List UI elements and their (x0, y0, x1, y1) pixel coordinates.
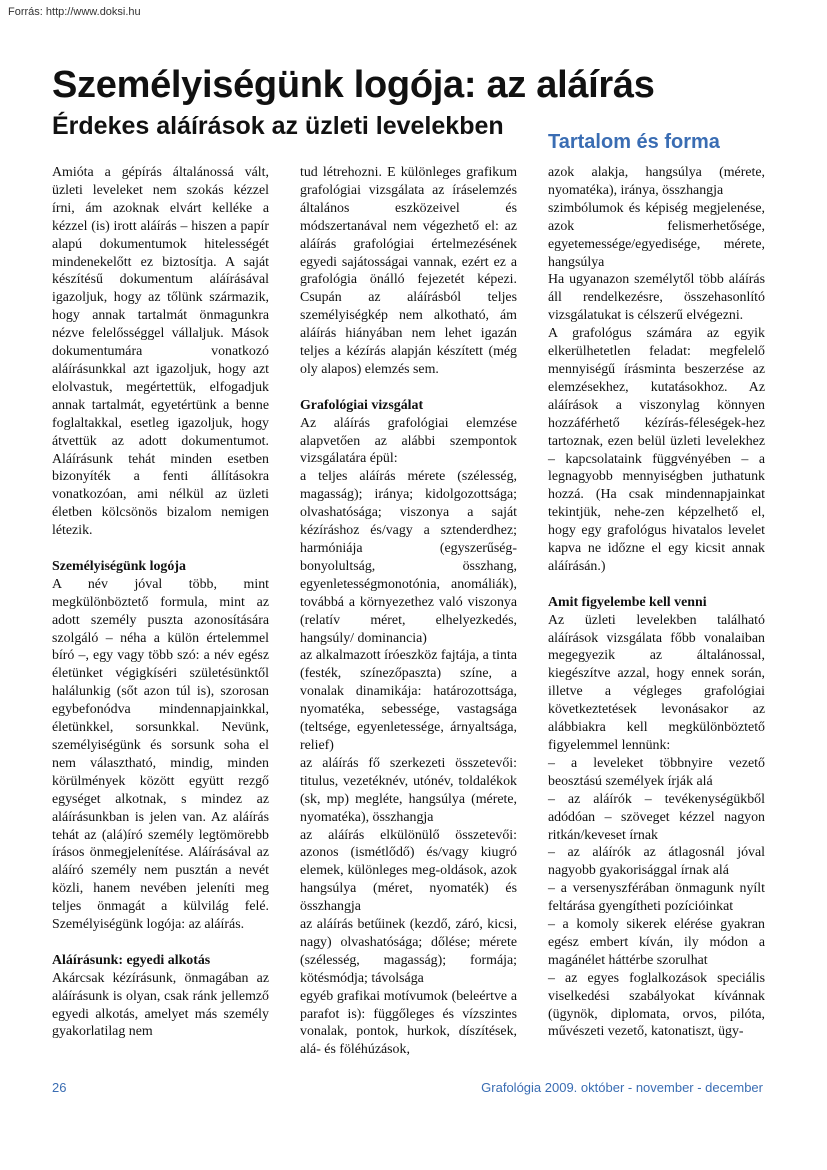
continuation-paragraph: tud létrehozni. E különleges grafikum grafológiai vizsgálata az íráselemzés általános eszközeivel és módszertanával nem végezhető el: az aláírás grafológiai értelmezésének egyedi sajátosságai vannak, ezért ez a grafológia önálló fejezetét képezi. Csupán az aláírásból teljes személyiségkép nem alkotható, ám aláírás hiányában nem lehet igazán teljes a kézírás alapján készített (még oly alapos) elemzés sem. (300, 165, 517, 377)
heading-logo: Személyiségünk logója (52, 558, 186, 574)
article-title: Személyiségünk logója: az aláírás (52, 64, 655, 106)
consider-bullet: – a leveleket többnyire vezető beosztású személyek írják alá (548, 755, 765, 789)
publication-footer: Grafológia 2009. október - november - december (481, 1080, 763, 1095)
consider-bullet: – az egyes foglalkozások speciális viselkedési szabályokat kívánnak (ügynök, diplomata, orvos, pilóta, művészeti vezető, katonatiszt, ügy- (548, 970, 765, 1040)
consider-bullet: – az aláírók az átlagosnál jóval nagyobb gyakorisággal írnak alá (548, 845, 765, 879)
column-3 (548, 164, 765, 1041)
task-paragraph: A grafológus számára az egyik elkerülhetetlen feladat: megfelelő mennyiségű írásminta beszerzése az elemzésekhez, kutatásokhoz. Az aláírások a viszonylag könnyen hozzáférhető kézírás-féleségek-hez tartoznak, ezen belül üzleti levelekhez – kapcsolataink függvényében – a legnagyobb mennyiségben juthatunk hozzá. (Ha csak mindennapjainkat tekintjük, nehe-zen képzelhető el, hogy egy grafológus hivatalos levelet kapva ne időzne el egy kicsit annak aláírásán.) (548, 326, 765, 574)
consider-bullet: – az aláírók – tevékenységükből adódóan – szöveget kézzel nagyon ritkán/keveset írnak (548, 791, 765, 843)
logo-paragraph: A név jóval több, mint megkülönböztető formula, mint az adott személy puszta azonosítására szolgáló – néha a külön értelemmel bíró –, egy vagy több szó: a név egész életünket végigkíséri születésünktől halálunkig (sőt azon túl is), szorosan egybefonódva mindennapjainkkal, életünkkel, sorsunkkal. Nevünk, személyiségünk és sorsunk soha el nem választható, mindig, minden körülmények között együtt rezgő egységet alkotnak, s mindez az aláírásunkban is jelen van. Az aláírás tehát az (alá)író személy legtömörebb írásos önmegjelenítése. Aláírásával az aláíró személy nem pusztán a nevét közli, hanem nevében jeleníti meg teljes önmagát a külvilág felé. Személyiségünk logója: az aláírás. (52, 576, 269, 933)
column-1 (52, 164, 269, 1041)
page-number: 26 (52, 1080, 67, 1095)
unique-paragraph: Akárcsak kézírásunk, önmagában az aláírásunk is olyan, csak ránk jellemző egyedi alkotás, amelyet más személy gyakorlatilag nem (52, 970, 269, 1040)
section-heading: Tartalom és forma (548, 131, 720, 153)
continuation-paragraph: azok alakja, hangsúlya (mérete, nyomatéka), iránya, összhangja (548, 165, 765, 198)
multi-paragraph: Ha ugyanazon személytől több aláírás áll rendelkezésre, összehasonlító vizsgálatukat is célszerű elvégezni. (548, 272, 765, 324)
symbols-paragraph: szimbólumok és képiség megjelenése, azok felismerhetősége, egyetemessége/egyedisége, mérete, hangsúlya (548, 200, 765, 270)
heading-exam: Grafológiai vizsgálat (300, 397, 424, 413)
consider-bullet: – a versenyszférában önmagunk nyílt feltárása gyengítheti pozícióinkat (548, 881, 765, 915)
exam-item: egyéb grafikai motívumok (beleértve a parafot is): függőleges és vízszintes vonalak, pontok, hurkok, díszítések, alá- és föléhúzások, (300, 988, 517, 1058)
article-subtitle: Érdekes aláírások az üzleti levelekben (52, 112, 504, 140)
consider-bullet: – a komoly sikerek elérése gyakran egész embert kíván, ily módon a magánélet háttérbe szorulhat (548, 917, 765, 968)
exam-item: a teljes aláírás mérete (szélesség, magasság); iránya; kidolgozottsága; olvashatósága; viszonya a saját kézíráshoz és/vagy a sztenderdhez; harmóniája (egyszerűség-bonyolultság, összhang, egyenletességmonotónia, anomáliák), továbbá a környezethez való viszonya (relatív méret, elhelyezkedés, hangsúly/ dominancia) (300, 469, 517, 646)
heading-consider: Amit figyelembe kell venni (548, 594, 707, 610)
exam-item: az aláírás elkülönülő összetevői: azonos (ismétlődő) és/vagy kiugró elemek, különleges meg-oldások, azok hangsúlya (méret, nyomaték) és összhangja (300, 827, 517, 915)
source-url: Forrás: http://www.doksi.hu (8, 6, 141, 18)
exam-item: az aláírás betűinek (kezdő, záró, kicsi, nagy) olvashatósága; dőlése; mérete (szélesség, magasság); formája; kötésmódja; távolsága (300, 917, 517, 986)
exam-item: az alkalmazott íróeszköz fajtája, a tinta (festék, színezőpaszta) színe, a vonalak dinamikája: határozottsága, nyomatéka, sebessége, vastagsága (teltsége, egyenletessége, árnyaltsága, relief) (300, 648, 517, 753)
column-2 (300, 164, 517, 1059)
heading-unique: Aláírásunk: egyedi alkotás (52, 952, 211, 968)
exam-item: az aláírás fő szerkezeti összetevői: titulus, vezetéknév, utónév, toldalékok (sk, mp) megléte, hangsúlya (mérete, nyomatéka), összhangja (300, 755, 517, 825)
consider-paragraph: Az üzleti levelekben található aláírások vizsgálata főbb vonalaiban megegyezik az általánossal, kiegészítve azzal, hogy ennek során, illetve a végleges grafológiai következtetések levonásakor az alábbiakra kell megkülönböztető figyelemmel lennünk: (548, 612, 765, 753)
exam-intro: Az aláírás grafológiai elemzése alapvetően az alábbi szempontok vizsgálatára épül: (300, 415, 517, 467)
intro-paragraph: Amióta a gépírás általánossá vált, üzleti leveleket nem szokás kézzel írni, ám azoknak elvárt kelléke a kézzel (is) irott aláírás – hiszen a papír alapú dokumentumok hitelességét mindenekelőtt ez biztosítja. A saját készítésű dokumentum aláírásával igazoljuk, hogy az tőlünk származik, hogy annak tartalmát önmagunkra nézve felelősséggel vállaljuk. Mások dokumentumára vonatkozó aláírásunkkal azt igazoljuk, hogy azt elolvastuk, megértettük, elfogadjuk annak tartalmát, egyetértünk a benne foglaltakkal, esetleg igazoljuk, hogy átvettük az adott dokumentumot. Aláírásunk tehát minden esetben bizonyíték a fenti állításokra vonatkozóan, ami nélkül az üzleti életben kölcsönös bizalom nemigen létezik. (52, 165, 269, 539)
